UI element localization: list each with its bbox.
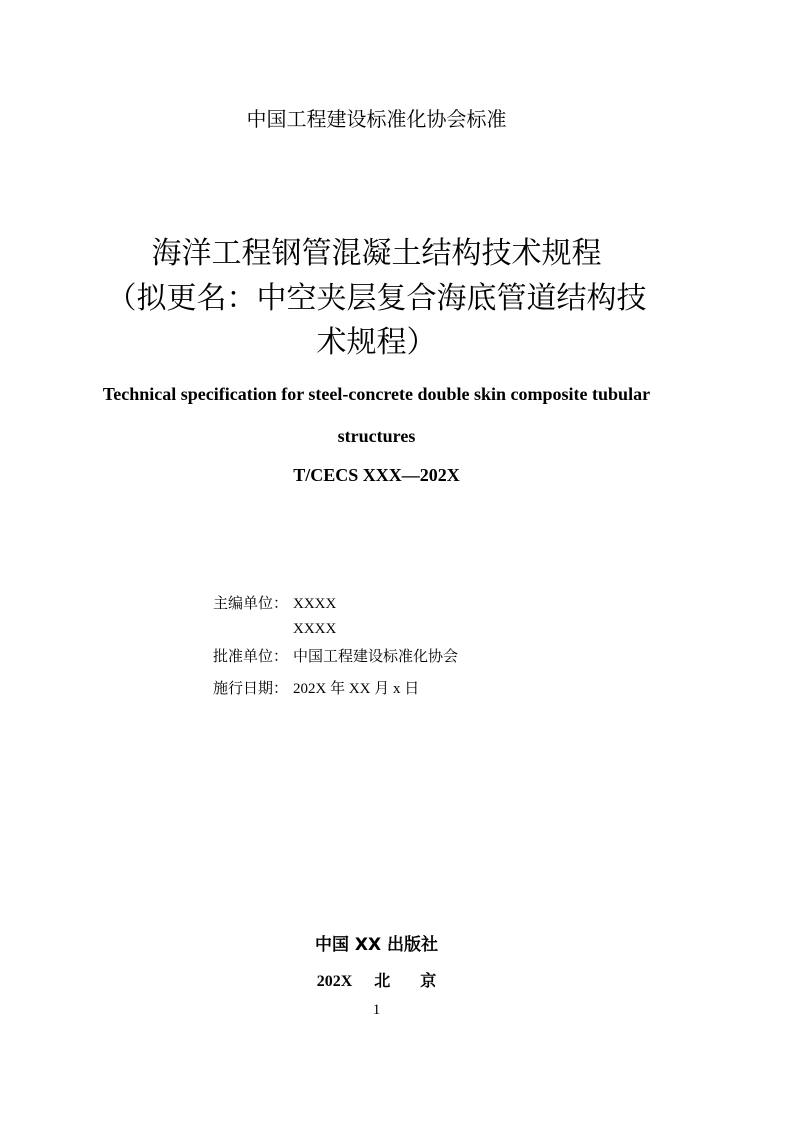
- approval-row: [213, 647, 458, 667]
- title-english-line-2: structures: [337, 426, 416, 446]
- approval-value: 中国工程建设标准化协会: [293, 649, 459, 665]
- chief-editor-label: 主编单位：: [213, 596, 289, 612]
- publication-year: 202X: [316, 973, 353, 990]
- page-number: 1: [372, 1002, 381, 1018]
- publication-city-char-1: 北: [374, 973, 391, 990]
- chief-editor-row: [213, 594, 336, 614]
- title-english-line-1: Technical specification for steel-concrete double skin composite tubular: [102, 384, 651, 404]
- publication-city-char-2: 京: [420, 973, 437, 990]
- effective-date-row: [213, 679, 419, 699]
- chief-editor-value-2: XXXX: [293, 621, 337, 637]
- title-chinese-line-3: 术规程）: [316, 325, 437, 360]
- approval-label: 批准单位：: [213, 649, 289, 665]
- chief-editor-row-2: [293, 619, 336, 639]
- title-chinese-line-1: 海洋工程钢管混凝土结构技术规程: [151, 236, 602, 271]
- standard-code: T/CECS XXX—202X: [293, 465, 460, 485]
- chief-editor-value-1: XXXX: [293, 596, 337, 612]
- title-chinese-line-2: （拟更名：中空夹层复合海底管道结构技: [106, 281, 647, 316]
- publication-place-year: [0, 968, 753, 991]
- effective-date-label: 施行日期：: [213, 681, 289, 697]
- publisher-name: 中国 XX 出版社: [314, 935, 439, 955]
- organization-standard-header: 中国工程建设标准化协会标准: [246, 107, 507, 131]
- effective-date-value: 202X 年 XX 月 x 日: [293, 681, 420, 697]
